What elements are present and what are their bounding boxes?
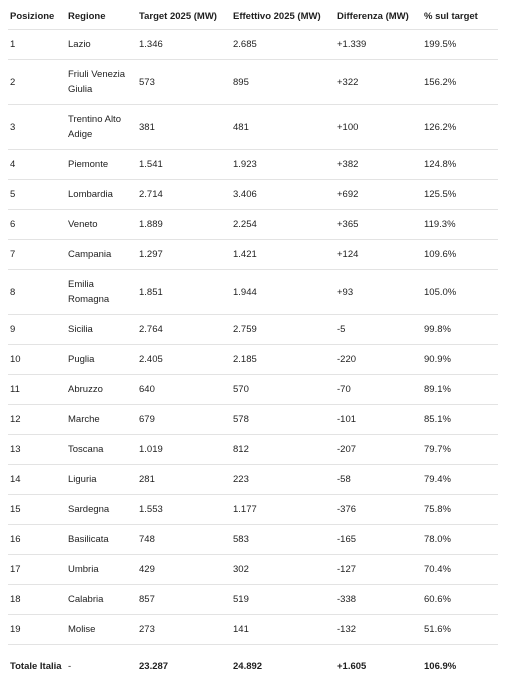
header-regione: Regione <box>66 0 137 30</box>
total-target: 23.287 <box>137 645 231 688</box>
cell-region: Emilia Romagna <box>66 270 137 315</box>
total-label: Totale Italia <box>8 645 66 688</box>
header-percent: % sul target <box>422 0 498 30</box>
cell-percent: 126.2% <box>422 105 498 150</box>
cell-percent: 89.1% <box>422 375 498 405</box>
cell-target: 381 <box>137 105 231 150</box>
cell-percent: 109.6% <box>422 240 498 270</box>
cell-target: 2.714 <box>137 180 231 210</box>
cell-position: 10 <box>8 345 66 375</box>
table-row <box>8 375 498 405</box>
table-row <box>8 465 498 495</box>
cell-region: Sardegna <box>66 495 137 525</box>
table-header <box>8 0 498 30</box>
total-row <box>8 645 498 688</box>
table-row <box>8 405 498 435</box>
cell-percent: 85.1% <box>422 405 498 435</box>
cell-difference: -220 <box>335 345 422 375</box>
cell-percent: 99.8% <box>422 315 498 345</box>
cell-position: 6 <box>8 210 66 240</box>
cell-target: 1.346 <box>137 30 231 60</box>
cell-actual: 519 <box>231 585 335 615</box>
cell-difference: +93 <box>335 270 422 315</box>
table-body <box>8 30 498 688</box>
cell-target: 2.405 <box>137 345 231 375</box>
table-row <box>8 555 498 585</box>
cell-target: 857 <box>137 585 231 615</box>
cell-difference: +365 <box>335 210 422 240</box>
table-row <box>8 60 498 105</box>
cell-target: 1.553 <box>137 495 231 525</box>
cell-position: 8 <box>8 270 66 315</box>
cell-percent: 51.6% <box>422 615 498 645</box>
cell-difference: -127 <box>335 555 422 585</box>
table-row <box>8 180 498 210</box>
cell-position: 18 <box>8 585 66 615</box>
table-row <box>8 150 498 180</box>
cell-region: Friuli Venezia Giulia <box>66 60 137 105</box>
cell-difference: -58 <box>335 465 422 495</box>
cell-region: Lombardia <box>66 180 137 210</box>
cell-position: 14 <box>8 465 66 495</box>
cell-actual: 2.685 <box>231 30 335 60</box>
cell-actual: 1.177 <box>231 495 335 525</box>
cell-target: 573 <box>137 60 231 105</box>
cell-region: Toscana <box>66 435 137 465</box>
cell-region: Molise <box>66 615 137 645</box>
cell-region: Puglia <box>66 345 137 375</box>
regional-target-table <box>8 0 498 688</box>
table-row <box>8 615 498 645</box>
cell-difference: +100 <box>335 105 422 150</box>
total-actual: 24.892 <box>231 645 335 688</box>
cell-actual: 3.406 <box>231 180 335 210</box>
cell-region: Trentino Alto Adige <box>66 105 137 150</box>
header-effettivo: Effettivo 2025 (MW) <box>231 0 335 30</box>
cell-target: 1.851 <box>137 270 231 315</box>
cell-region: Sicilia <box>66 315 137 345</box>
cell-actual: 1.944 <box>231 270 335 315</box>
cell-actual: 302 <box>231 555 335 585</box>
cell-actual: 578 <box>231 405 335 435</box>
cell-position: 9 <box>8 315 66 345</box>
cell-difference: +692 <box>335 180 422 210</box>
cell-difference: +124 <box>335 240 422 270</box>
cell-actual: 895 <box>231 60 335 105</box>
cell-position: 5 <box>8 180 66 210</box>
cell-percent: 75.8% <box>422 495 498 525</box>
cell-percent: 124.8% <box>422 150 498 180</box>
cell-percent: 90.9% <box>422 345 498 375</box>
table-row <box>8 105 498 150</box>
cell-actual: 2.254 <box>231 210 335 240</box>
cell-target: 1.297 <box>137 240 231 270</box>
cell-target: 2.764 <box>137 315 231 345</box>
cell-position: 1 <box>8 30 66 60</box>
cell-target: 1.541 <box>137 150 231 180</box>
cell-percent: 79.4% <box>422 465 498 495</box>
cell-target: 273 <box>137 615 231 645</box>
cell-actual: 223 <box>231 465 335 495</box>
table-row <box>8 30 498 60</box>
cell-difference: -207 <box>335 435 422 465</box>
cell-target: 1.019 <box>137 435 231 465</box>
cell-region: Calabria <box>66 585 137 615</box>
cell-percent: 78.0% <box>422 525 498 555</box>
cell-position: 11 <box>8 375 66 405</box>
cell-actual: 481 <box>231 105 335 150</box>
cell-difference: -101 <box>335 405 422 435</box>
table-row <box>8 525 498 555</box>
cell-difference: -338 <box>335 585 422 615</box>
cell-percent: 156.2% <box>422 60 498 105</box>
total-difference: +1.605 <box>335 645 422 688</box>
cell-region: Campania <box>66 240 137 270</box>
cell-difference: +382 <box>335 150 422 180</box>
cell-actual: 812 <box>231 435 335 465</box>
header-differenza: Differenza (MW) <box>335 0 422 30</box>
cell-actual: 2.759 <box>231 315 335 345</box>
cell-actual: 141 <box>231 615 335 645</box>
cell-percent: 60.6% <box>422 585 498 615</box>
total-region: - <box>66 645 137 688</box>
cell-target: 429 <box>137 555 231 585</box>
table-row <box>8 345 498 375</box>
cell-target: 640 <box>137 375 231 405</box>
cell-position: 16 <box>8 525 66 555</box>
cell-difference: -376 <box>335 495 422 525</box>
cell-position: 2 <box>8 60 66 105</box>
cell-difference: -165 <box>335 525 422 555</box>
cell-position: 13 <box>8 435 66 465</box>
cell-actual: 1.923 <box>231 150 335 180</box>
cell-region: Lazio <box>66 30 137 60</box>
cell-region: Liguria <box>66 465 137 495</box>
cell-position: 4 <box>8 150 66 180</box>
cell-target: 748 <box>137 525 231 555</box>
cell-position: 3 <box>8 105 66 150</box>
cell-region: Marche <box>66 405 137 435</box>
cell-target: 1.889 <box>137 210 231 240</box>
cell-percent: 119.3% <box>422 210 498 240</box>
cell-percent: 105.0% <box>422 270 498 315</box>
table-row <box>8 495 498 525</box>
table-row <box>8 240 498 270</box>
cell-percent: 79.7% <box>422 435 498 465</box>
cell-region: Umbria <box>66 555 137 585</box>
cell-difference: -70 <box>335 375 422 405</box>
cell-percent: 70.4% <box>422 555 498 585</box>
cell-target: 281 <box>137 465 231 495</box>
cell-position: 7 <box>8 240 66 270</box>
cell-region: Basilicata <box>66 525 137 555</box>
table-row <box>8 315 498 345</box>
table-row <box>8 210 498 240</box>
cell-position: 15 <box>8 495 66 525</box>
cell-region: Veneto <box>66 210 137 240</box>
cell-percent: 125.5% <box>422 180 498 210</box>
header-posizione: Posizione <box>8 0 66 30</box>
cell-position: 19 <box>8 615 66 645</box>
cell-difference: -5 <box>335 315 422 345</box>
header-target: Target 2025 (MW) <box>137 0 231 30</box>
cell-region: Abruzzo <box>66 375 137 405</box>
table-row <box>8 435 498 465</box>
cell-region: Piemonte <box>66 150 137 180</box>
cell-actual: 1.421 <box>231 240 335 270</box>
total-percent: 106.9% <box>422 645 498 688</box>
cell-difference: -132 <box>335 615 422 645</box>
cell-actual: 570 <box>231 375 335 405</box>
cell-actual: 2.185 <box>231 345 335 375</box>
table-row <box>8 585 498 615</box>
table-row <box>8 270 498 315</box>
cell-position: 17 <box>8 555 66 585</box>
cell-percent: 199.5% <box>422 30 498 60</box>
cell-target: 679 <box>137 405 231 435</box>
cell-difference: +1.339 <box>335 30 422 60</box>
cell-actual: 583 <box>231 525 335 555</box>
cell-position: 12 <box>8 405 66 435</box>
cell-difference: +322 <box>335 60 422 105</box>
